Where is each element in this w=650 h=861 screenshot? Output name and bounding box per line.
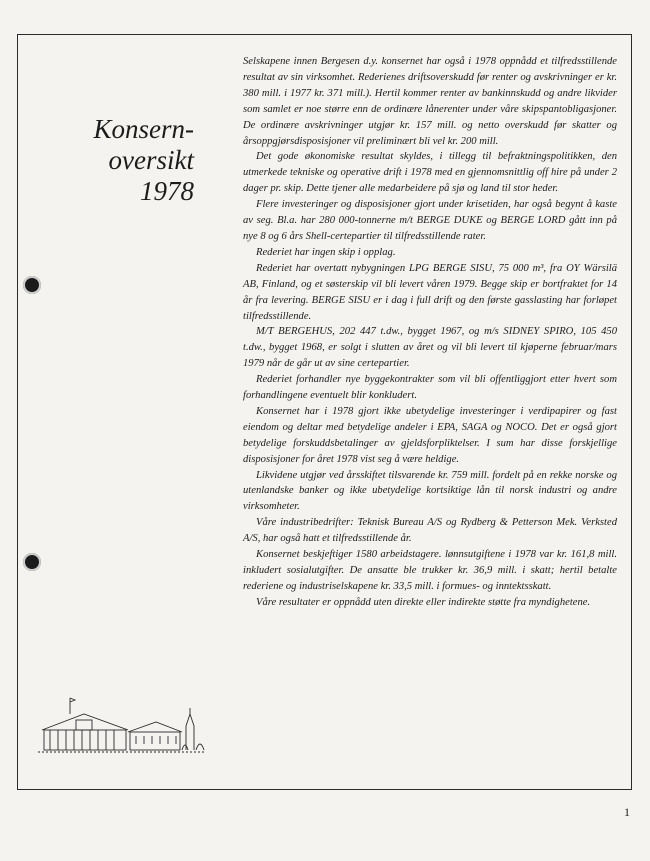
paragraph-2: Det gode økonomiske resultat skyldes, i tillegg til befraktningspolitikken, den utmerkede tekniske og operative drift i 1978 med en gjennomsnittlig off hire på under 2 dager pr. skip. Dette tjener alle medarbeidere på sjø og land til stor heder. [243, 151, 617, 195]
paragraph-4: Rederiet har ingen skip i opplag. [256, 246, 396, 258]
heading-line-1: Konsern- [93, 114, 194, 144]
paragraph-8: Konsernet har i 1978 gjort ikke ubetydelige investeringer i verdipapirer og fast eiendom og deltar med betydelige andeler i EPA, SAGA og NOCO. Det er også gjort betydelige forskuddsbetalinger av gjeldsforpliktelser. I sum har disse forskjellige disposisjoner for året 1978 vist seg å være heldige. [243, 405, 617, 465]
paragraph-11: Konsernet beskjeftiger 1580 arbeidstagere. lønnsutgiftene i 1978 var kr. 161,8 mill. inkludert sosialutgifter. De ansatte ble trukker kr. 36,9 mill. i skatt; hertil betalte rederiene og industriselskapene kr. 33,5 mill. i formues- og inntektsskatt. [243, 549, 617, 592]
body-text [243, 54, 617, 611]
paragraph-12: Våre resultater er oppnådd uten direkte eller indirekte støtte fra myndighetene. [256, 596, 591, 608]
building-illustration-icon [36, 692, 208, 756]
paragraph-9: Likvidene utgjør ved årsskiftet tilsvarende kr. 759 mill. fordelt på en rekke norske og utenlandske banker og ikke ubetydelige kortsiktige lån til norsk industri og andre virksomheter. [243, 469, 617, 513]
heading-line-2: oversikt [108, 145, 194, 175]
section-heading [62, 114, 194, 207]
binder-hole-top [23, 276, 41, 294]
paragraph-6: M/T BERGEHUS, 202 447 t.dw., bygget 1967, og m/s SIDNEY SPIRO, 105 450 t.dw., bygget 1968, er solgt i slutten av året og vil bli levert til kjøperne februar/mars 1979 når de går ut av sine certepartier. [243, 326, 617, 370]
paragraph-7: Rederiet forhandler nye byggekontrakter som vil bli offentliggjort etter hvert som forhandlingene eventuelt blir konkludert. [243, 374, 617, 402]
paragraph-10: Våre industribedrifter: Teknisk Bureau A/S og Rydberg & Petterson Mek. Verksted A/S, har også hatt et tilfredsstillende år. [243, 517, 617, 545]
page-number: 1 [624, 805, 630, 819]
paragraph-5: Rederiet har overtatt nybygningen LPG BERGE SISU, 75 000 m³, fra OY Wärsilä AB, Finland, og et søsterskip vil bli levert våren 1979. Begge skip er bortfraktet for 14 år fra levering. BERGE SISU er i dag i full drift og den første gasslasting har forløpet tilfredsstillende. [243, 262, 617, 322]
paragraph-1: Selskapene innen Bergesen d.y. konsernet har også i 1978 oppnådd et tilfredsstillende resultat av sin virksomhet. Rederienes driftsoverskudd før renter og avskrivninger er kr. 380 mill. i 1977 kr. 371 mill.). Hertil kommer renter av bankinnskudd og andre likvider som samlet er noe større enn de ordinære lånerenter under våre skipspantobligasjoner. De ordinære avskrivninger utgjør kr. 157 mill. og netto overskudd før skatter og årsoppgjørsdisposisjoner vil preliminært bli vel kr. 200 mill. [243, 56, 617, 147]
paragraph-3: Flere investeringer og disposisjoner gjort under krisetiden, har også begynt å kaste av seg. Bl.a. har 280 000-tonnerne m/t BERGE DUKE og BERGE LORD gått inn på nye 8 og 6 års Shell-certepartier til tilfredsstillende rater. [243, 199, 617, 242]
heading-year: 1978 [140, 176, 194, 206]
binder-hole-bottom [23, 553, 41, 571]
